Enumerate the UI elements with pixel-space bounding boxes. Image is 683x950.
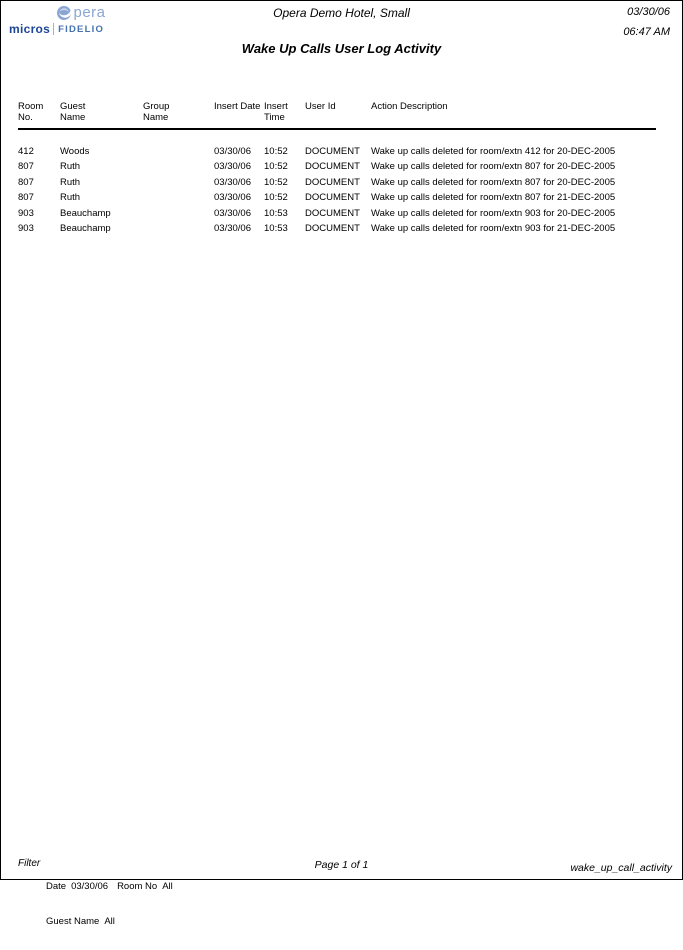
- cell-action-description: Wake up calls deleted for room/extn 807 for 21-DEC-2005: [371, 192, 616, 204]
- filter-values: [46, 858, 173, 950]
- cell-room-no: 807: [18, 176, 34, 188]
- column-header-user-id: [305, 102, 371, 123]
- cell-guest-name: Beauchamp: [60, 207, 111, 219]
- cell-user-id: DOCUMENT: [305, 146, 360, 157]
- column-header-line: Action Description: [371, 101, 448, 112]
- cell-insert-time: 10:52: [264, 176, 288, 188]
- cell-room-no: 903: [18, 222, 34, 234]
- filter-date-value: 03/30/06: [71, 881, 109, 892]
- column-header-line: Group: [143, 101, 170, 112]
- cell-action-description: Wake up calls deleted for room/extn 807 for 20-DEC-2005: [371, 161, 616, 173]
- opera-logo-text: pera: [73, 4, 106, 21]
- column-header-line: User Id: [305, 101, 336, 112]
- hotel-name: Opera Demo Hotel, Small: [273, 6, 410, 20]
- cell-guest-name: Beauchamp: [60, 222, 111, 234]
- table-row: [18, 208, 656, 223]
- cell-insert-date: 03/30/06: [214, 161, 251, 173]
- cell-room-no: 903: [18, 207, 34, 219]
- column-header-line: Room: [18, 101, 44, 112]
- table-body: [18, 146, 656, 238]
- filter-guest-value: All: [104, 915, 115, 927]
- cell-user-id: DOCUMENT: [305, 192, 360, 204]
- cell-insert-date: 03/30/06: [214, 146, 251, 157]
- page-number: Page 1 of 1: [314, 859, 369, 871]
- cell-insert-date: 03/30/06: [214, 207, 251, 219]
- cell-user-id: DOCUMENT: [305, 161, 360, 173]
- cell-insert-time: 10:53: [264, 207, 288, 219]
- cell-insert-time: 10:52: [264, 192, 288, 204]
- filter-room-value: All: [162, 881, 173, 892]
- cell-room-no: 807: [18, 161, 34, 173]
- micros-fidelio-wordmark: [9, 22, 139, 36]
- wakeup-calls-table: [18, 102, 656, 238]
- cell-guest-name: Ruth: [60, 192, 81, 204]
- cell-insert-time: 10:52: [264, 161, 288, 173]
- table-row: [18, 177, 656, 192]
- table-row: [18, 192, 656, 207]
- table-header-row: [18, 102, 656, 130]
- cell-action-description: Wake up calls deleted for room/extn 903 for 21-DEC-2005: [371, 222, 616, 234]
- fidelio-logo-text: FIDELIO: [58, 23, 105, 35]
- cell-room-no: 807: [18, 192, 34, 204]
- report-date: 03/30/06: [627, 6, 670, 18]
- filter-line-2: [46, 916, 173, 928]
- report-time: 06:47 AM: [623, 26, 670, 38]
- cell-user-id: DOCUMENT: [305, 207, 360, 219]
- logo-divider: [53, 23, 54, 35]
- cell-guest-name: Woods: [60, 146, 90, 157]
- column-header-line: No.: [18, 111, 33, 123]
- column-header-guest-name: [60, 102, 143, 123]
- cell-user-id: DOCUMENT: [305, 222, 360, 234]
- column-header-line: Guest: [60, 101, 86, 112]
- column-header-insert-time: [264, 102, 305, 123]
- column-header-insert-date: [214, 102, 264, 123]
- table-row: [18, 223, 656, 238]
- column-header-line: Name: [60, 111, 86, 123]
- filter-line-1: [46, 881, 173, 893]
- cell-room-no: 412: [18, 146, 34, 157]
- table-row: [18, 146, 656, 161]
- report-file-name: wake_up_call_activity: [570, 862, 672, 874]
- cell-guest-name: Ruth: [60, 176, 81, 188]
- cell-action-description: Wake up calls deleted for room/extn 807 for 20-DEC-2005: [371, 176, 616, 188]
- filter-guest-label: Guest Name: [46, 915, 100, 927]
- table-row: [18, 161, 656, 176]
- column-header-action-description: [371, 102, 656, 123]
- column-header-line: Name: [143, 111, 169, 123]
- cell-guest-name: Ruth: [60, 161, 81, 173]
- column-header-room-no: [18, 102, 60, 123]
- column-header-line: Insert: [264, 101, 288, 112]
- cell-insert-date: 03/30/06: [214, 192, 251, 204]
- cell-user-id: DOCUMENT: [305, 176, 360, 188]
- column-header-group-name: [143, 102, 214, 123]
- cell-insert-date: 03/30/06: [214, 222, 251, 234]
- page-title: Wake Up Calls User Log Activity: [241, 41, 442, 56]
- cell-insert-time: 10:53: [264, 222, 288, 234]
- cell-action-description: Wake up calls deleted for room/extn 412 for 20-DEC-2005: [371, 146, 616, 157]
- filter-date-label: Date: [46, 881, 67, 892]
- cell-insert-date: 03/30/06: [214, 176, 251, 188]
- filter-label: Filter: [18, 858, 41, 869]
- cell-insert-time: 10:52: [264, 146, 288, 157]
- cell-action-description: Wake up calls deleted for room/extn 903 for 20-DEC-2005: [371, 207, 616, 219]
- column-header-line: Insert Date: [214, 101, 261, 112]
- column-header-line: Time: [264, 111, 285, 123]
- micros-logo-text: micros: [9, 22, 51, 36]
- filter-room-label: Room No: [117, 881, 158, 892]
